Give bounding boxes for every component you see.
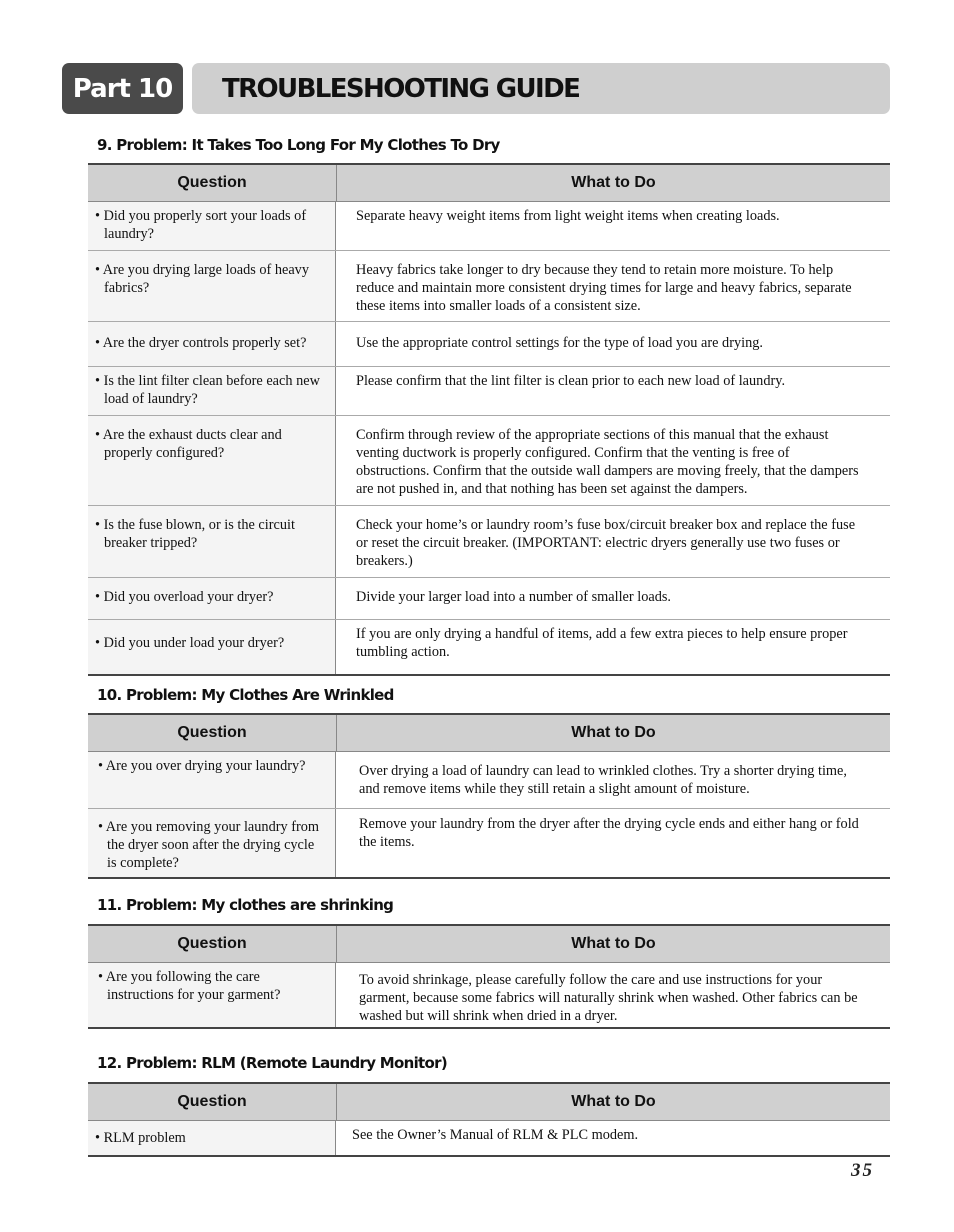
- answer-cell: Please confirm that the lint filter is clean prior to each new load of laundry.: [356, 373, 786, 389]
- table-header: [88, 926, 890, 963]
- column-header-question: Question: [88, 926, 337, 962]
- answer-cell: Separate heavy weight items from light weight items when creating loads.: [356, 208, 780, 224]
- table-header: [88, 1084, 890, 1121]
- part-label: Part 10: [62, 63, 183, 114]
- table-row: [88, 251, 890, 322]
- section-title-12: 12. Problem: RLM (Remote Laundry Monitor): [97, 1054, 447, 1072]
- answer-cell: If you are only drying a handful of items, add a few extra pieces to help ensure proper tumbling action.: [356, 626, 848, 660]
- question-cell: • RLM problem: [95, 1130, 186, 1146]
- table-row: [88, 202, 890, 251]
- answer-cell: Remove your laundry from the dryer after the drying cycle ends and either hang or fold the items.: [359, 816, 859, 850]
- table-row: [88, 1121, 890, 1155]
- table-section-12: [88, 1082, 890, 1157]
- table-section-11: [88, 924, 890, 1029]
- answer-cell: Divide your larger load into a number of smaller loads.: [356, 589, 671, 605]
- table-row: [88, 578, 890, 620]
- column-header-what-to-do: What to Do: [571, 1093, 656, 1110]
- question-cell: • Are you drying large loads of heavy fabrics?: [95, 262, 309, 296]
- question-cell: • Are you removing your laundry from the dryer soon after the drying cycle is complete?: [98, 819, 320, 871]
- table-row: [88, 620, 890, 674]
- page-title-banner: [192, 63, 890, 114]
- table-row: [88, 809, 890, 877]
- question-cell: • Did you under load your dryer?: [95, 635, 285, 651]
- section-title-11: 11. Problem: My clothes are shrinking: [97, 896, 394, 914]
- table-header: [88, 165, 890, 202]
- answer-cell: Confirm through review of the appropriate sections of this manual that the exhaust venting ductwork is properly configured. Confirm that the venting is free of obstructions. Confirm that the outside wall dampers are moving freely, that the dampers are not pushed in, and that nothing has been set against the dampers.: [356, 427, 859, 497]
- section-title-10: 10. Problem: My Clothes Are Wrinkled: [97, 686, 394, 704]
- column-header-what-to-do: What to Do: [571, 935, 656, 952]
- question-cell: • Is the lint filter clean before each new load of laundry?: [95, 373, 320, 407]
- column-header-question: Question: [88, 715, 337, 751]
- answer-cell: To avoid shrinkage, please carefully follow the care and use instructions for your garment, because some fabrics will naturally shrink when washed. Other fabrics can be washed but will shrink when dried in a dryer.: [359, 972, 858, 1024]
- answer-cell: Heavy fabrics take longer to dry because they tend to retain more moisture. To help reduce and maintain more consistent drying times for large and heavy fabrics, separate these items into smaller loads of a consistent size.: [356, 262, 852, 314]
- page-number: 35: [851, 1160, 874, 1181]
- answer-cell: Over drying a load of laundry can lead to wrinkled clothes. Try a shorter drying time, and remove items while they still retain a slight amount of moisture.: [359, 763, 847, 797]
- table-row: [88, 506, 890, 578]
- question-cell: • Are the exhaust ducts clear and properly configured?: [95, 427, 282, 461]
- column-header-what-to-do: What to Do: [571, 724, 656, 741]
- answer-cell: Check your home’s or laundry room’s fuse box/circuit breaker box and replace the fuse or reset the circuit breaker. (IMPORTANT: electric dryers generally use two fuses or breakers.): [356, 517, 856, 569]
- question-cell: • Are the dryer controls properly set?: [95, 335, 307, 351]
- table-section-10: [88, 713, 890, 879]
- table-section-9: [88, 163, 890, 676]
- question-cell: • Did you properly sort your loads of laundry?: [95, 208, 307, 242]
- table-row: [88, 322, 890, 367]
- page-title: TROUBLESHOOTING GUIDE: [222, 73, 580, 104]
- answer-cell: Use the appropriate control settings for the type of load you are drying.: [356, 335, 763, 351]
- section-title-9: 9. Problem: It Takes Too Long For My Clothes To Dry: [97, 136, 500, 154]
- column-header-question: Question: [88, 165, 337, 201]
- answer-cell: See the Owner’s Manual of RLM & PLC modem.: [352, 1127, 639, 1143]
- table-header: [88, 715, 890, 752]
- column-header-what-to-do: What to Do: [571, 174, 656, 191]
- table-row: [88, 752, 890, 809]
- question-cell: • Are you over drying your laundry?: [98, 758, 306, 774]
- question-cell: • Is the fuse blown, or is the circuit breaker tripped?: [95, 517, 295, 551]
- column-header-question: Question: [88, 1084, 337, 1120]
- question-cell: • Are you following the care instructions for your garment?: [98, 969, 281, 1003]
- table-row: [88, 416, 890, 506]
- question-cell: • Did you overload your dryer?: [95, 589, 274, 605]
- table-row: [88, 963, 890, 1027]
- table-row: [88, 367, 890, 416]
